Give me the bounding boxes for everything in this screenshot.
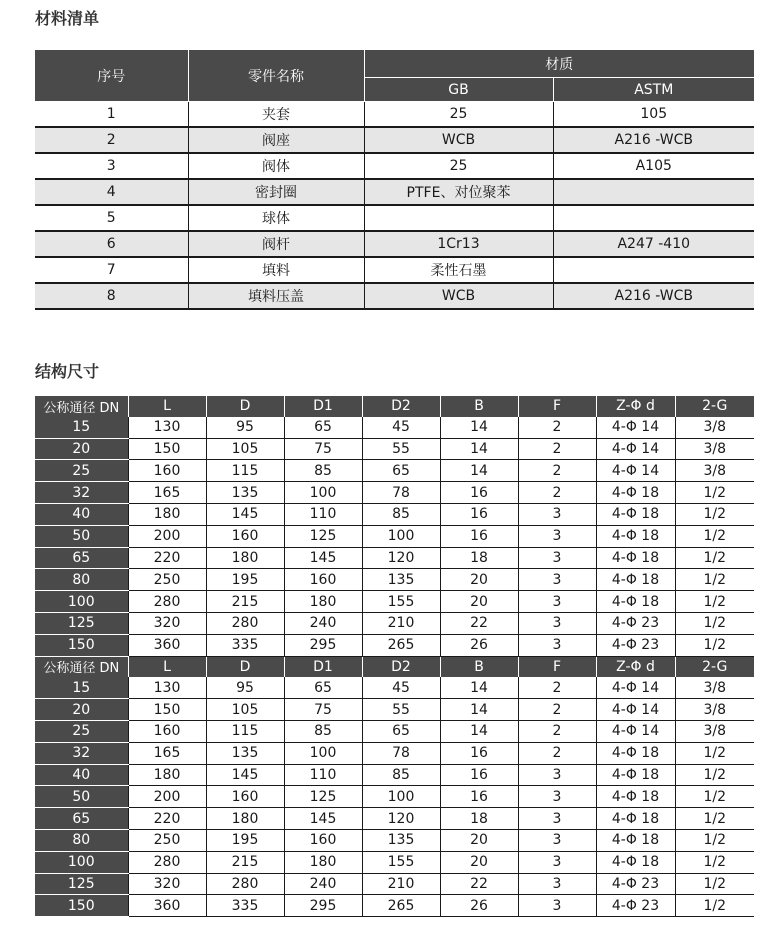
cell-value: 1/2 [675,525,754,547]
cell-dn: 150 [35,634,128,656]
cell-value: 3/8 [675,699,754,721]
cell-value: 16 [440,525,518,547]
table-row [35,612,754,634]
table-row [35,742,754,764]
cell-value: 120 [362,808,440,830]
cell-value: 26 [440,895,518,917]
cell-dn: 20 [35,699,128,721]
cell-value: 4-Φ 23 [596,873,675,895]
table-row [35,417,754,438]
cell-dn: 32 [35,482,128,504]
cell-value: 3 [518,503,596,525]
cell-value: 65 [362,720,440,742]
cell-value: 215 [206,591,284,613]
cell-value: 1/2 [675,786,754,808]
cell-value: 3 [518,808,596,830]
cell-value: 4-Φ 18 [596,829,675,851]
cell-value: 3 [518,786,596,808]
cell-index: 4 [35,179,188,205]
cell-value: 14 [440,460,518,482]
cell-value: 55 [362,699,440,721]
cell-value: 78 [362,742,440,764]
cell-value: 22 [440,873,518,895]
cell-value: 320 [128,612,206,634]
cell-value: 4-Φ 18 [596,808,675,830]
cell-value: 2 [518,438,596,460]
cell-dn: 65 [35,547,128,569]
cell-value: 3 [518,547,596,569]
cell-value: 4-Φ 18 [596,503,675,525]
cell-value: 125 [284,525,362,547]
cell-value: 4-Φ 18 [596,525,675,547]
table-row [35,829,754,851]
cell-astm [553,179,754,205]
cell-value: 14 [440,438,518,460]
dimensions-table [35,396,754,917]
cell-index: 3 [35,153,188,179]
cell-value: 115 [206,720,284,742]
cell-value: 4-Φ 14 [596,438,675,460]
table-row [35,102,754,128]
dimensions-header-cell: 2-G [675,656,754,677]
cell-value: 14 [440,720,518,742]
cell-value: 1/2 [675,851,754,873]
cell-value: 150 [128,438,206,460]
cell-value: 1/2 [675,808,754,830]
cell-astm: A216 -WCB [553,283,754,309]
cell-value: 195 [206,569,284,591]
table-row [35,460,754,482]
table-row [35,764,754,786]
cell-value: 110 [284,503,362,525]
cell-value: 16 [440,503,518,525]
cell-value: 1/2 [675,742,754,764]
cell-value: 155 [362,591,440,613]
cell-part-name: 阀杆 [188,231,364,257]
cell-value: 215 [206,851,284,873]
cell-dn: 50 [35,786,128,808]
cell-value: 135 [362,569,440,591]
cell-value: 280 [128,851,206,873]
table-row [35,677,754,698]
cell-dn: 32 [35,742,128,764]
cell-gb: PTFE、对位聚苯 [364,179,553,205]
cell-value: 4-Φ 23 [596,895,675,917]
cell-value: 16 [440,764,518,786]
cell-value: 4-Φ 18 [596,851,675,873]
dimensions-header-cell: L [128,396,206,417]
cell-value: 4-Φ 23 [596,634,675,656]
dimensions-header-cell: D [206,396,284,417]
cell-value: 3 [518,525,596,547]
cell-value: 85 [284,460,362,482]
cell-value: 100 [362,786,440,808]
cell-value: 20 [440,591,518,613]
cell-value: 4-Φ 14 [596,417,675,438]
cell-gb: 25 [364,153,553,179]
cell-value: 130 [128,677,206,698]
cell-gb: 1Cr13 [364,231,553,257]
cell-value: 3 [518,851,596,873]
table-row [35,547,754,569]
cell-value: 4-Φ 14 [596,677,675,698]
dimensions-header-cell: F [518,396,596,417]
cell-value: 165 [128,742,206,764]
cell-value: 160 [284,829,362,851]
cell-value: 180 [128,503,206,525]
table-row [35,482,754,504]
cell-dn: 15 [35,417,128,438]
cell-value: 250 [128,569,206,591]
dimensions-body [35,396,754,917]
table-row [35,895,754,917]
cell-value: 55 [362,438,440,460]
cell-dn: 80 [35,829,128,851]
cell-value: 95 [206,677,284,698]
cell-astm: A247 -410 [553,231,754,257]
cell-part-name: 密封圈 [188,179,364,205]
table-row [35,503,754,525]
cell-value: 180 [284,591,362,613]
dimensions-header-cell: Z-Φ d [596,656,675,677]
cell-value: 3 [518,591,596,613]
cell-value: 3/8 [675,438,754,460]
cell-gb: WCB [364,127,553,153]
cell-value: 145 [284,547,362,569]
cell-value: 3 [518,895,596,917]
cell-value: 3/8 [675,417,754,438]
dimensions-header-cell: D1 [284,396,362,417]
table-row [35,699,754,721]
header-index: 序号 [35,50,188,102]
cell-value: 4-Φ 18 [596,764,675,786]
cell-value: 265 [362,634,440,656]
cell-value: 4-Φ 18 [596,742,675,764]
cell-value: 210 [362,873,440,895]
cell-dn: 150 [35,895,128,917]
cell-part-name: 填料压盖 [188,283,364,309]
cell-value: 105 [206,699,284,721]
cell-value: 130 [128,417,206,438]
cell-gb [364,205,553,231]
cell-value: 115 [206,460,284,482]
cell-value: 200 [128,525,206,547]
cell-value: 3 [518,829,596,851]
table-row [35,786,754,808]
cell-value: 1/2 [675,591,754,613]
cell-value: 4-Φ 14 [596,720,675,742]
cell-value: 360 [128,895,206,917]
cell-value: 180 [128,764,206,786]
dimensions-header-cell: D2 [362,656,440,677]
cell-value: 4-Φ 14 [596,699,675,721]
cell-value: 320 [128,873,206,895]
cell-value: 200 [128,786,206,808]
cell-value: 16 [440,482,518,504]
header-gb: GB [364,78,553,102]
table-row [35,127,754,153]
cell-value: 335 [206,634,284,656]
cell-value: 1/2 [675,895,754,917]
cell-value: 14 [440,417,518,438]
cell-value: 18 [440,808,518,830]
table-row [35,851,754,873]
cell-value: 110 [284,764,362,786]
cell-index: 1 [35,102,188,128]
cell-value: 165 [128,482,206,504]
cell-dn: 40 [35,503,128,525]
cell-index: 2 [35,127,188,153]
cell-dn: 20 [35,438,128,460]
cell-value: 335 [206,895,284,917]
cell-part-name: 填料 [188,257,364,283]
cell-value: 22 [440,612,518,634]
cell-gb: WCB [364,283,553,309]
cell-value: 1/2 [675,569,754,591]
cell-value: 20 [440,851,518,873]
cell-value: 145 [206,503,284,525]
cell-dn: 80 [35,569,128,591]
cell-value: 3 [518,764,596,786]
materials-table [35,50,754,310]
cell-gb: 25 [364,102,553,128]
table-row [35,283,754,309]
cell-value: 2 [518,742,596,764]
cell-value: 125 [284,786,362,808]
cell-value: 4-Φ 23 [596,612,675,634]
table-row [35,179,754,205]
cell-value: 1/2 [675,482,754,504]
cell-value: 360 [128,634,206,656]
materials-body [35,102,754,310]
cell-value: 155 [362,851,440,873]
table-row [35,569,754,591]
cell-value: 180 [206,547,284,569]
cell-astm: A216 -WCB [553,127,754,153]
cell-value: 16 [440,742,518,764]
dimensions-header-cell: B [440,656,518,677]
cell-value: 220 [128,808,206,830]
cell-value: 145 [206,764,284,786]
cell-value: 160 [284,569,362,591]
cell-value: 180 [284,851,362,873]
cell-index: 5 [35,205,188,231]
cell-astm: A105 [553,153,754,179]
cell-value: 135 [206,482,284,504]
cell-part-name: 阀座 [188,127,364,153]
cell-dn: 15 [35,677,128,698]
dimensions-title: 结构尺寸 [35,362,100,381]
cell-value: 280 [128,591,206,613]
cell-value: 16 [440,786,518,808]
cell-value: 95 [206,417,284,438]
cell-value: 14 [440,677,518,698]
cell-value: 3 [518,612,596,634]
cell-dn: 100 [35,591,128,613]
dimensions-header-cell: D [206,656,284,677]
dimensions-header-cell: 2-G [675,396,754,417]
cell-part-name: 夹套 [188,102,364,128]
cell-dn: 65 [35,808,128,830]
cell-value: 240 [284,612,362,634]
cell-value: 3/8 [675,677,754,698]
cell-value: 65 [362,460,440,482]
cell-value: 1/2 [675,612,754,634]
header-part-name: 零件名称 [188,50,364,102]
cell-value: 45 [362,417,440,438]
cell-value: 75 [284,699,362,721]
cell-value: 4-Φ 14 [596,460,675,482]
cell-dn: 125 [35,612,128,634]
cell-value: 265 [362,895,440,917]
cell-value: 3 [518,569,596,591]
cell-index: 7 [35,257,188,283]
dimensions-header-cell: 公称通径 DN [35,396,128,417]
table-row [35,205,754,231]
cell-value: 2 [518,677,596,698]
cell-dn: 125 [35,873,128,895]
table-row [35,720,754,742]
cell-value: 295 [284,634,362,656]
cell-value: 280 [206,612,284,634]
dimensions-header-cell: D2 [362,396,440,417]
cell-value: 160 [206,786,284,808]
table-row [35,257,754,283]
cell-value: 3/8 [675,720,754,742]
cell-value: 2 [518,460,596,482]
cell-index: 8 [35,283,188,309]
table-row [35,873,754,895]
cell-value: 240 [284,873,362,895]
dimensions-header-cell: D1 [284,656,362,677]
cell-value: 3 [518,634,596,656]
cell-part-name: 阀体 [188,153,364,179]
table-row [35,591,754,613]
cell-value: 85 [362,764,440,786]
cell-value: 195 [206,829,284,851]
cell-value: 145 [284,808,362,830]
cell-value: 160 [128,460,206,482]
dimensions-header-row [35,656,754,677]
cell-dn: 25 [35,460,128,482]
cell-value: 14 [440,699,518,721]
cell-value: 160 [206,525,284,547]
cell-astm [553,257,754,283]
cell-value: 2 [518,720,596,742]
cell-value: 20 [440,569,518,591]
dimensions-header-cell: F [518,656,596,677]
table-row [35,525,754,547]
cell-value: 1/2 [675,764,754,786]
cell-value: 1/2 [675,634,754,656]
cell-value: 120 [362,547,440,569]
cell-value: 85 [362,503,440,525]
cell-dn: 40 [35,764,128,786]
dimensions-header-cell: Z-Φ d [596,396,675,417]
table-row [35,634,754,656]
cell-value: 75 [284,438,362,460]
cell-value: 18 [440,547,518,569]
cell-value: 2 [518,417,596,438]
cell-value: 4-Φ 18 [596,482,675,504]
cell-value: 100 [362,525,440,547]
cell-value: 65 [284,417,362,438]
cell-value: 85 [284,720,362,742]
cell-value: 2 [518,482,596,504]
cell-value: 220 [128,547,206,569]
cell-value: 78 [362,482,440,504]
cell-value: 280 [206,873,284,895]
cell-value: 4-Φ 18 [596,569,675,591]
materials-title: 材料清单 [35,9,100,28]
cell-value: 100 [284,482,362,504]
cell-value: 1/2 [675,829,754,851]
cell-value: 100 [284,742,362,764]
table-row [35,231,754,257]
cell-value: 210 [362,612,440,634]
cell-value: 3/8 [675,460,754,482]
cell-value: 4-Φ 18 [596,786,675,808]
table-row [35,438,754,460]
cell-part-name: 球体 [188,205,364,231]
cell-gb: 柔性石墨 [364,257,553,283]
cell-value: 20 [440,829,518,851]
cell-value: 295 [284,895,362,917]
dimensions-header-row [35,396,754,417]
cell-value: 4-Φ 18 [596,547,675,569]
cell-value: 2 [518,699,596,721]
table-row [35,808,754,830]
cell-value: 105 [206,438,284,460]
dimensions-header-cell: 公称通径 DN [35,656,128,677]
cell-value: 45 [362,677,440,698]
cell-value: 135 [362,829,440,851]
table-row [35,153,754,179]
cell-dn: 100 [35,851,128,873]
header-astm: ASTM [553,78,754,102]
cell-value: 180 [206,808,284,830]
cell-index: 6 [35,231,188,257]
cell-dn: 50 [35,525,128,547]
cell-astm [553,205,754,231]
cell-value: 135 [206,742,284,764]
cell-value: 4-Φ 18 [596,591,675,613]
cell-value: 250 [128,829,206,851]
cell-value: 3 [518,873,596,895]
dimensions-header-cell: L [128,656,206,677]
cell-value: 26 [440,634,518,656]
dimensions-header-cell: B [440,396,518,417]
cell-dn: 25 [35,720,128,742]
cell-astm: 105 [553,102,754,128]
header-material: 材质 [364,50,754,78]
cell-value: 160 [128,720,206,742]
cell-value: 1/2 [675,873,754,895]
cell-value: 150 [128,699,206,721]
cell-value: 65 [284,677,362,698]
cell-value: 1/2 [675,547,754,569]
cell-value: 1/2 [675,503,754,525]
